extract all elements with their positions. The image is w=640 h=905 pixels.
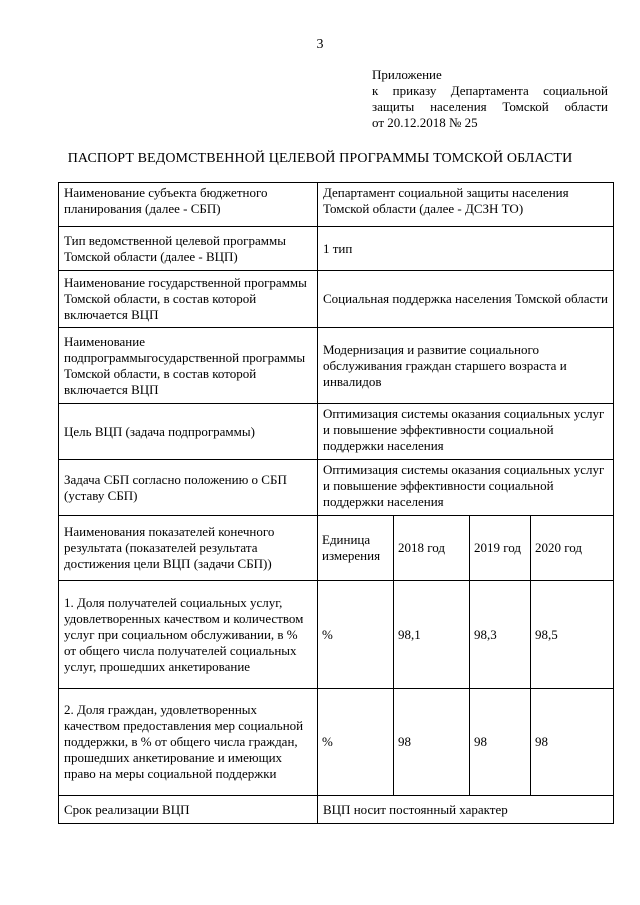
unit-header: Единица измерения <box>318 516 394 581</box>
sbp-value: Департамент социальной защиты населения Томской области (далее - ДСЗН ТО) <box>318 183 614 227</box>
table-row-indicator-1 <box>59 581 614 689</box>
appendix-line-1: Приложение <box>372 67 442 82</box>
indicator-2-unit: % <box>318 689 394 796</box>
term-value: ВЦП носит постоянный характер <box>318 796 614 824</box>
table-row-task <box>59 460 614 516</box>
year-2019-header: 2019 год <box>470 516 531 581</box>
table-row-indicator-2 <box>59 689 614 796</box>
term-label: Срок реализации ВЦП <box>59 796 318 824</box>
indicator-2-label: 2. Доля граждан, удовлетворенных качеством предоставления мер социальной поддержки, в % от общего числа граждан, прошедших анкетирование и имеющих право на меры социальной поддержки <box>59 689 318 796</box>
indicator-1-2018: 98,1 <box>394 581 470 689</box>
table-row-subprogram <box>59 328 614 404</box>
indicators-header-label: Наименования показателей конечного результата (показателей результата достижения цели ВЦП (задачи СБП)) <box>59 516 318 581</box>
state-program-value: Социальная поддержка населения Томской области <box>318 271 614 328</box>
table-row-state-program <box>59 271 614 328</box>
subprogram-value: Модернизация и развитие социального обслуживания граждан старшего возраста и инвалидов <box>318 328 614 404</box>
vcp-type-value: 1 тип <box>318 227 614 271</box>
indicator-2-2019: 98 <box>470 689 531 796</box>
state-program-label: Наименование государственной программы Томской области, в состав которой включается ВЦП <box>59 271 318 328</box>
goal-value: Оптимизация системы оказания социальных услуг и повышение эффективности социальной поддержки населения <box>318 404 614 460</box>
task-label: Задача СБП согласно положению о СБП (уставу СБП) <box>59 460 318 516</box>
table-row-term <box>59 796 614 824</box>
appendix-line-2: к приказу Департамента социальной <box>372 83 608 98</box>
table-row-indicators-header <box>59 516 614 581</box>
sbp-label: Наименование субъекта бюджетного планирования (далее - СБП) <box>59 183 318 227</box>
page-number: 3 <box>316 37 324 52</box>
task-value: Оптимизация системы оказания социальных услуг и повышение эффективности социальной поддержки населения <box>318 460 614 516</box>
appendix-line-4: от 20.12.2018 № 25 <box>372 115 478 130</box>
indicator-1-2019: 98,3 <box>470 581 531 689</box>
indicator-2-2018: 98 <box>394 689 470 796</box>
table-row-sbp <box>59 183 614 227</box>
appendix-header <box>372 67 608 131</box>
document-title: ПАСПОРТ ВЕДОМСТВЕННОЙ ЦЕЛЕВОЙ ПРОГРАММЫ ТОМСКОЙ ОБЛАСТИ <box>67 151 573 166</box>
indicator-1-label: 1. Доля получателей социальных услуг, удовлетворенных качеством и количеством услуг при социальном обслуживании, в % от общего числа получателей социальных услуг, прошедших анкетирование <box>59 581 318 689</box>
indicator-2-2020: 98 <box>531 689 614 796</box>
subprogram-label: Наименование подпрограммыгосударственной программы Томской области, в состав которой включается ВЦП <box>59 328 318 404</box>
year-2018-header: 2018 год <box>394 516 470 581</box>
year-2020-header: 2020 год <box>531 516 614 581</box>
table-row-vcp-type <box>59 227 614 271</box>
table-row-goal <box>59 404 614 460</box>
passport-table <box>58 182 614 824</box>
vcp-type-label: Тип ведомственной целевой программы Томской области (далее - ВЦП) <box>59 227 318 271</box>
indicator-1-2020: 98,5 <box>531 581 614 689</box>
indicator-1-unit: % <box>318 581 394 689</box>
goal-label: Цель ВЦП (задача подпрограммы) <box>59 404 318 460</box>
appendix-line-3: защиты населения Томской области <box>372 99 608 114</box>
